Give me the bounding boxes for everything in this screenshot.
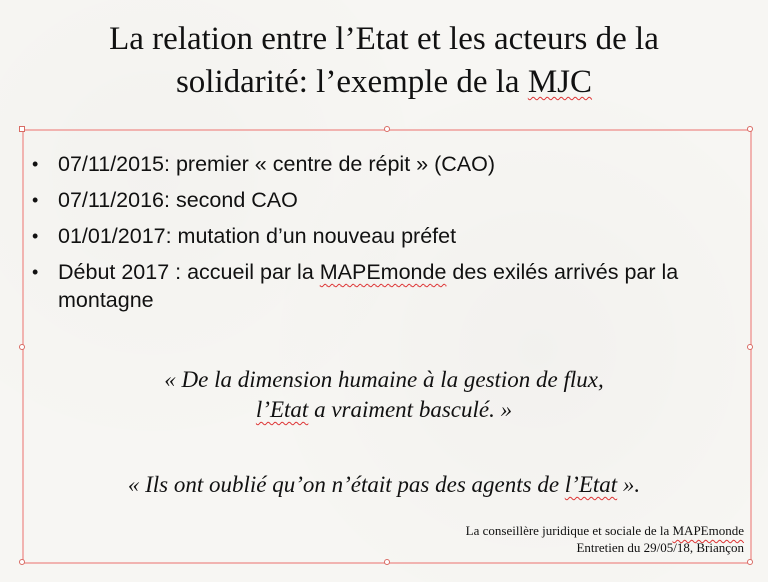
attribution — [466, 522, 744, 556]
bullet-item — [30, 150, 742, 178]
quote-1-line-2 — [30, 395, 738, 425]
bullet-marker: • — [32, 154, 39, 174]
bullet-text: 07/11/2015: premier « centre de répit » (CAO) — [58, 152, 495, 176]
slide-body[interactable] — [30, 150, 742, 322]
resize-handle-bottom[interactable] — [384, 559, 390, 565]
bullet-item — [30, 186, 742, 214]
attribution-line-1 — [466, 522, 744, 539]
quote-1-etat-word: l’Etat — [255, 397, 309, 422]
resize-handle-left[interactable] — [19, 344, 25, 350]
attribution-line-1-text: La conseillère juridique et sociale de la — [465, 523, 673, 538]
attribution-line-2: Entretien du 29/05/18, Briançon — [576, 540, 744, 555]
title-line-2 — [40, 61, 728, 104]
bullet-marker: • — [32, 262, 39, 282]
bullet-text-post: des exilés arrivés par la montagne — [58, 260, 679, 312]
title-line-1: La relation entre l’Etat et les acteurs de la — [109, 21, 659, 57]
quote-2 — [30, 470, 738, 500]
bullet-text: 01/01/2017: mutation d’un nouveau préfet — [58, 224, 457, 248]
resize-handle-bottom-left[interactable] — [19, 559, 25, 565]
bullet-item — [30, 222, 742, 250]
quote-2-text-post: ». — [617, 472, 641, 497]
mapemonde-word: MAPEmonde — [319, 260, 447, 284]
resize-handle-bottom-right[interactable] — [747, 559, 753, 565]
bullet-item — [30, 258, 742, 314]
bullet-marker: • — [32, 226, 39, 246]
resize-handle-right[interactable] — [747, 344, 753, 350]
bullet-text: 07/11/2016: second CAO — [58, 188, 298, 212]
slide-title[interactable] — [40, 18, 728, 104]
title-line-2-text: solidarité: l’exemple de la — [175, 64, 528, 100]
attribution-mapemonde-word: MAPEmonde — [672, 523, 744, 538]
quote-1-line-2-rest: a vraiment basculé. » — [308, 397, 513, 422]
title-mjc-word: MJC — [527, 64, 593, 100]
quote-2-etat-word: l’Etat — [564, 472, 618, 497]
resize-handle-top[interactable] — [384, 126, 390, 132]
bullet-list — [30, 150, 742, 314]
bullet-marker: • — [32, 190, 39, 210]
resize-handle-top-left[interactable] — [19, 126, 25, 132]
resize-handle-top-right[interactable] — [747, 126, 753, 132]
quote-2-text-pre: « Ils ont oublié qu’on n’était pas des agents de — [127, 472, 565, 497]
quote-1 — [30, 365, 738, 425]
quote-1-line-1: « De la dimension humaine à la gestion de flux, — [164, 367, 604, 392]
bullet-text-pre: Début 2017 : accueil par la — [58, 260, 320, 284]
